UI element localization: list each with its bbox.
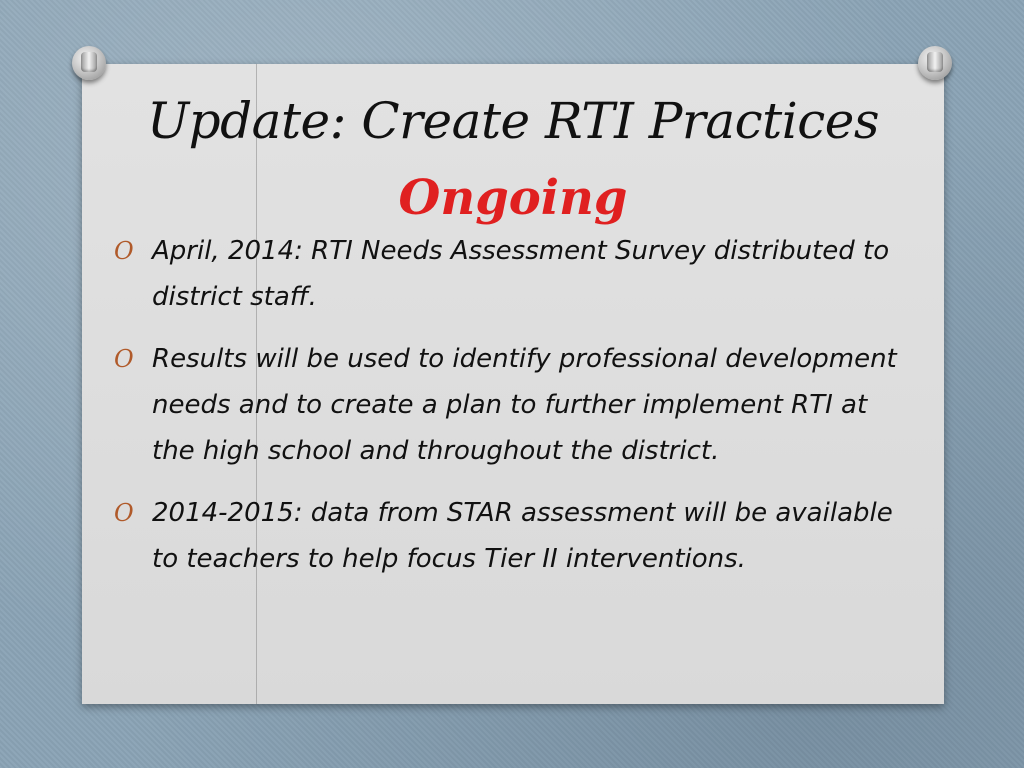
bullet-marker-icon: O [114, 345, 134, 373]
pushpin-icon [72, 46, 106, 80]
bullet-item [114, 228, 904, 320]
status-subtitle: Ongoing [398, 170, 628, 226]
pushpin-icon [918, 46, 952, 80]
bullet-marker-icon: O [114, 499, 134, 527]
bullet-item [114, 490, 904, 582]
bullet-text: 2014-2015: data from STAR assessment will be available to teachers to help focus Tier II interventions. [152, 498, 893, 574]
bullet-text: Results will be used to identify professional development needs and to create a plan to further implement RTI at the high school and throughout the district. [152, 344, 897, 466]
bullet-text: April, 2014: RTI Needs Assessment Survey distributed to district staff. [152, 236, 890, 312]
bullet-list [114, 228, 904, 598]
bullet-item [114, 336, 904, 474]
bullet-marker-icon: O [114, 237, 134, 265]
slide-title: Update: Create RTI Practices [147, 92, 879, 150]
